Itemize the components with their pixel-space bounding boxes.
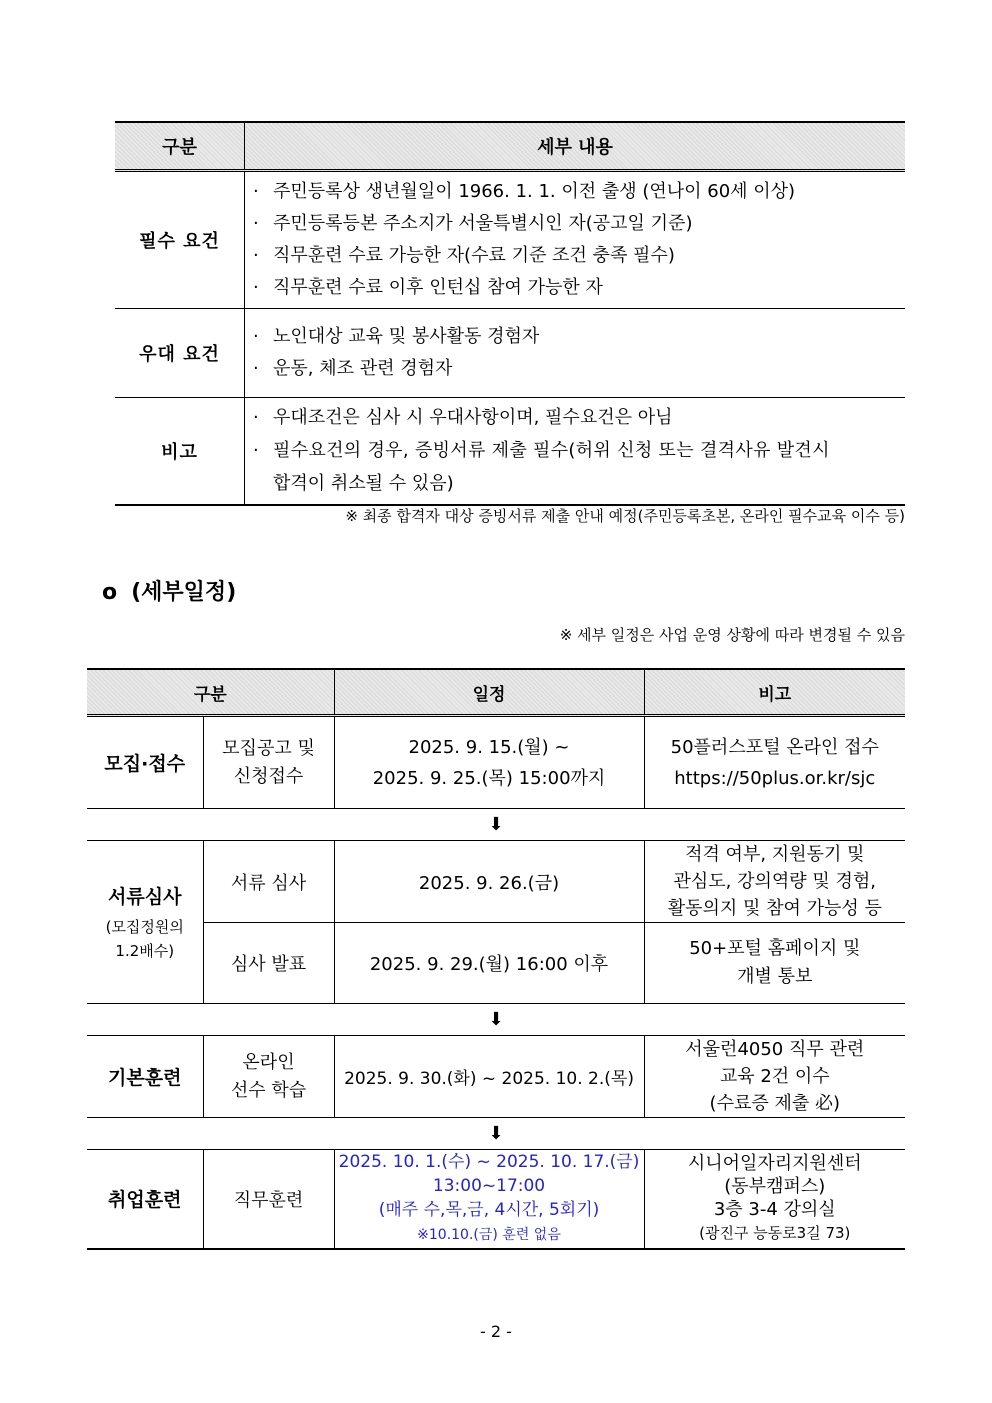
- remarks-details: [245, 398, 906, 506]
- category-remarks: 비고: [115, 398, 245, 506]
- list-item: · 운동, 체조 관련 경험자: [253, 358, 453, 379]
- screening-review-sub: 서류 심사: [203, 841, 334, 923]
- header-remark: 비고: [644, 669, 905, 716]
- header-schedule: 일정: [334, 669, 644, 716]
- screening-announce-sub: 심사 발표: [203, 923, 334, 1004]
- list-item: · 직무훈련 수료 이후 인턴십 참여 가능한 자: [253, 277, 603, 298]
- header-details: 세부 내용: [245, 122, 906, 171]
- basic-sub: 온라인 선수 학습: [203, 1036, 334, 1118]
- schedule-table: [87, 668, 905, 1250]
- screening-review-date: 2025. 9. 26.(금): [334, 841, 644, 923]
- header-category: 구분: [115, 122, 245, 171]
- requirements-note: ※ 최종 합격자 대상 증빙서류 제출 안내 예정(주민등록초본, 온라인 필수교육 이수 등): [345, 507, 905, 525]
- down-arrow-icon: ⬇: [87, 1118, 905, 1150]
- list-item: · 필수요건의 경우, 증빙서류 제출 필수(허위 신청 또는 결격사유 발견시 합격이 취소될 수 있음): [253, 440, 830, 494]
- stage-screening: 서류심사 (모집정원의 1.2배수): [87, 841, 203, 1004]
- list-item: · 직무훈련 수료 가능한 자(수료 기준 조건 충족 필수): [253, 245, 675, 266]
- stage-job: 취업훈련: [87, 1150, 203, 1249]
- screening-announce-date: 2025. 9. 29.(월) 16:00 이후: [334, 923, 644, 1004]
- schedule-note: ※ 세부 일정은 사업 운영 상황에 따라 변경될 수 있음: [559, 626, 905, 644]
- section-title: o (세부일정): [102, 580, 237, 605]
- stage-basic: 기본훈련: [87, 1036, 203, 1118]
- category-required: 필수 요건: [115, 171, 245, 309]
- list-item: · 우대조건은 심사 시 우대사항이며, 필수요건은 아님: [253, 407, 673, 428]
- recruit-remark: 50플러스포털 온라인 접수 https://50plus.or.kr/sjc: [644, 716, 905, 809]
- recruit-sub: 모집공고 및 신청접수: [203, 716, 334, 809]
- down-arrow-icon: ⬇: [87, 1004, 905, 1036]
- header-category: 구분: [87, 669, 334, 716]
- basic-date: 2025. 9. 30.(화) ~ 2025. 10. 2.(목): [334, 1036, 644, 1118]
- basic-remark: 서울런4050 직무 관련 교육 2건 이수 (수료증 제출 必): [644, 1036, 905, 1118]
- job-date: 2025. 10. 1.(수) ~ 2025. 10. 17.(금) 13:00~17:00 (매주 수,목,금, 4시간, 5회기) ※10.10.(금) 훈련 없음: [334, 1150, 644, 1249]
- preferred-details: [245, 309, 906, 398]
- screening-note: (모집정원의 1.2배수): [105, 917, 184, 960]
- screening-announce-remark: 50+포털 홈페이지 및 개별 통보: [644, 923, 905, 1004]
- section-marker: o: [102, 580, 118, 605]
- stage-recruit: 모집·접수: [87, 716, 203, 809]
- required-details: [245, 171, 906, 309]
- job-sub: 직무훈련: [203, 1150, 334, 1249]
- list-item: · 주민등록등본 주소지가 서울특별시인 자(공고일 기준): [253, 213, 693, 234]
- recruit-date: 2025. 9. 15.(월) ~ 2025. 9. 25.(목) 15:00까지: [334, 716, 644, 809]
- list-item: · 주민등록상 생년월일이 1966. 1. 1. 이전 출생 (연나이 60세 이상): [253, 181, 796, 202]
- requirements-table: [115, 121, 905, 506]
- page-number: - 2 -: [480, 1322, 512, 1341]
- down-arrow-icon: ⬇: [87, 809, 905, 841]
- job-remark: 시니어일자리지원센터 (동부캠퍼스) 3층 3-4 강의실 (광진구 능동로3길 73): [644, 1150, 905, 1249]
- screening-review-remark: 적격 여부, 지원동기 및 관심도, 강의역량 및 경험, 활동의지 및 참여 가능성 등: [644, 841, 905, 923]
- category-preferred: 우대 요건: [115, 309, 245, 398]
- list-item: · 노인대상 교육 및 봉사활동 경험자: [253, 326, 540, 347]
